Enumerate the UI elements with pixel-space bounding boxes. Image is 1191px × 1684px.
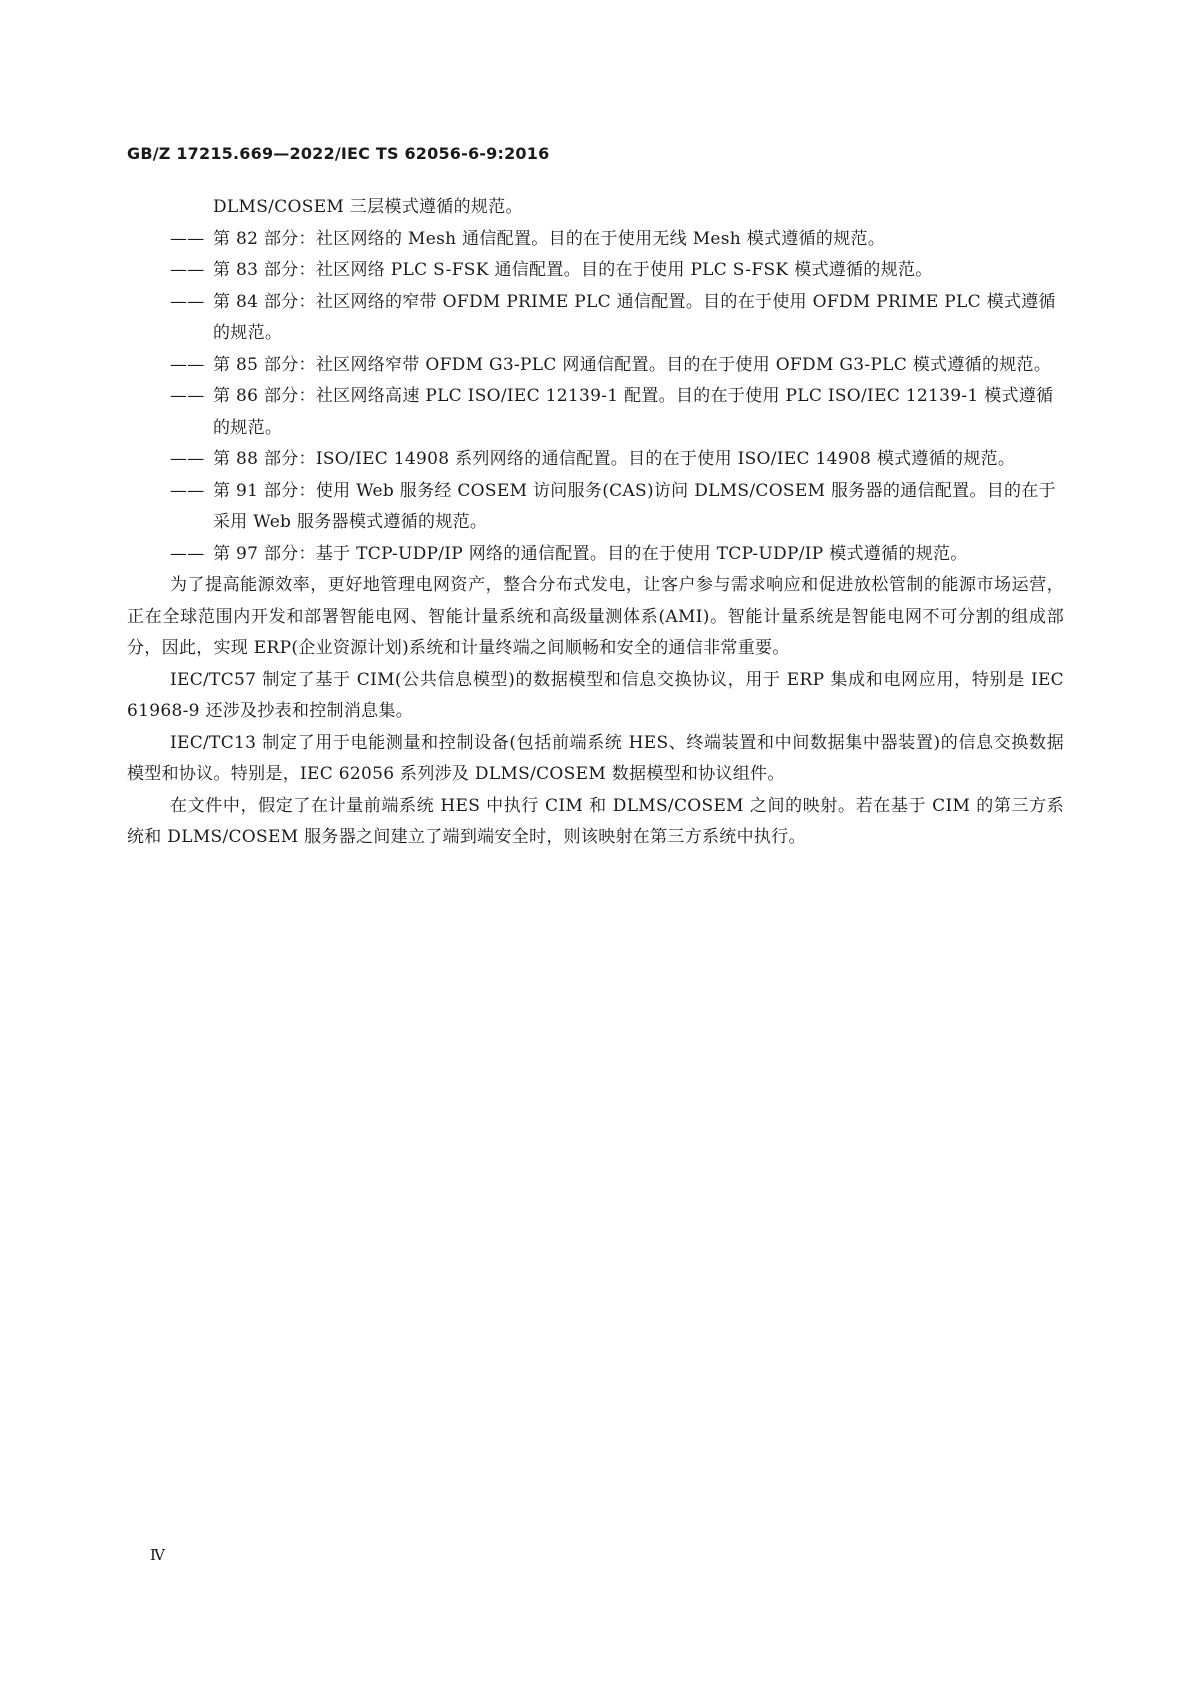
list-item-text: 第 91 部分：使用 Web 服务经 COSEM 访问服务(CAS)访问 DLMS/COSEM 服务器的通信配置。目的在于采用 Web 服务器模式遵循的规范。 <box>213 480 1056 532</box>
list-item <box>127 224 1064 256</box>
list-item <box>127 381 1064 444</box>
list-item-text: 第 88 部分：ISO/IEC 14908 系列网络的通信配置。目的在于使用 ISO/IEC 14908 模式遵循的规范。 <box>213 449 1016 469</box>
dash-marker: —— <box>170 386 205 406</box>
list-item-text: 第 97 部分：基于 TCP-UDP/IP 网络的通信配置。目的在于使用 TCP-UDP/IP 模式遵循的规范。 <box>213 543 968 564</box>
paragraph: IEC/TC57 制定了基于 CIM(公共信息模型)的数据模型和信息交换协议，用于 ERP 集成和电网应用，特别是 IEC 61968-9 还涉及抄表和控制消息集。 <box>127 669 1064 721</box>
document-header: GB/Z 17215.669—2022/IEC TS 62056-6-9:2016 <box>127 144 550 163</box>
paragraph: 在文件中，假定了在计量前端系统 HES 中执行 CIM 和 DLMS/COSEM 之间的映射。若在基于 CIM 的第三方系统和 DLMS/COSEM 服务器之间建立了端到端安全时，则该映射在第三方系统中执行。 <box>127 795 1064 847</box>
list-item-text: 第 86 部分：社区网络高速 PLC ISO/IEC 12139-1 配置。目的在于使用 PLC ISO/IEC 12139-1 模式遵循的规范。 <box>213 386 1054 438</box>
list-item <box>127 350 1064 382</box>
list-item <box>127 539 1064 571</box>
dash-marker: —— <box>170 291 205 312</box>
page-body <box>127 192 1064 854</box>
list-item <box>127 444 1064 476</box>
dash-marker: —— <box>170 228 205 249</box>
list-item-text: 第 84 部分：社区网络的窄带 OFDM PRIME PLC 通信配置。目的在于使用 OFDM PRIME PLC 模式遵循的规范。 <box>213 291 1056 343</box>
dash-marker: —— <box>170 260 205 280</box>
list-item <box>127 255 1064 287</box>
list-item <box>127 287 1064 350</box>
page-number: Ⅳ <box>150 1546 165 1564</box>
dash-marker: —— <box>170 354 205 375</box>
list-item-text: 第 85 部分：社区网络窄带 OFDM G3-PLC 网通信配置。目的在于使用 OFDM G3-PLC 模式遵循的规范。 <box>213 354 1052 375</box>
list-item <box>127 476 1064 539</box>
list-item-text: 第 82 部分：社区网络的 Mesh 通信配置。目的在于使用无线 Mesh 模式遵循的规范。 <box>213 228 886 249</box>
list-item-text: 第 83 部分：社区网络 PLC S-FSK 通信配置。目的在于使用 PLC S-FSK 模式遵循的规范。 <box>213 260 933 280</box>
dash-marker: —— <box>170 543 205 564</box>
list-continuation: DLMS/COSEM 三层模式遵循的规范。 <box>213 197 523 217</box>
dash-marker: —— <box>170 480 205 501</box>
dash-marker: —— <box>170 449 205 469</box>
paragraph: IEC/TC13 制定了用于电能测量和控制设备(包括前端系统 HES、终端装置和中间数据集中器装置)的信息交换数据模型和协议。特别是，IEC 62056 系列涉及 DLMS/COSEM 数据模型和协议组件。 <box>127 732 1064 784</box>
paragraph: 为了提高能源效率，更好地管理电网资产，整合分布式发电，让客户参与需求响应和促进放松管制的能源市场运营，正在全球范围内开发和部署智能电网、智能计量系统和高级量测体系(AMI)。智能计量系统是智能电网不可分割的组成部分，因此，实现 ERP(企业资源计划)系统和计量终端之间顺畅和安全的通信非常重要。 <box>127 575 1064 658</box>
